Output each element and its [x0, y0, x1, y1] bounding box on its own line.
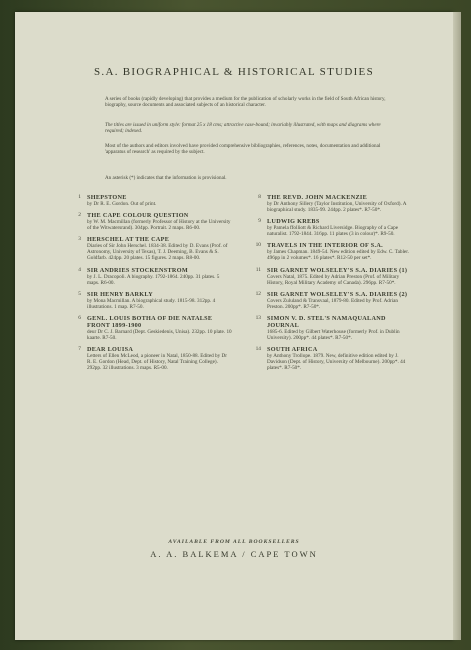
list-item: 9 LUDWIG KREBS by Pamela ffolliott & Richard Liversidge. Biography of a Cape naturalist. 1792-1844. 316pp. 11 plates (3 in colour)*. R9-50. — [258, 218, 399, 238]
list-item: 7 DEAR LOUISA Letters of Ellen McLeod, a pioneer in Natal, 1850-88. Edited by Dr R. E. Gordon (Head, Dept. of History, Natal Training College). 292pp. 32 illustrations. 3 maps. R5-00. — [78, 346, 228, 372]
list-item: 11 SIR GARNET WOLSELEY'S S.A. DIARIES (1) Covers Natal, 1875. Edited by Adrian Preston (Prof. of Military History, Royal Military Academy of Canada). 296pp. R7-50*. — [255, 266, 408, 286]
availability-note: AVAILABLE FROM ALL BOOKSELLERS — [168, 539, 300, 545]
intro-paragraph-4: An asterisk (*) indicates that the information is provisional. — [105, 175, 227, 181]
publisher-line: A. A. BALKEMA / CAPE TOWN — [150, 549, 318, 559]
left-column — [67, 194, 232, 376]
right-column — [247, 194, 412, 376]
intro-paragraph-3: Most of the authors and editors involved have provided comprehensive bibliographies, references, notes, documentation and additional 'apparatus of research' as required by the subject. — [105, 143, 381, 156]
list-item: 6 GENL. LOUIS BOTHA OF DIE NATALSE FRONT 1899-1900 deur Dr C. J. Barnard (Dept. Geskiedenis, Unisa). 232pp. 10 plate. 10 kaarte. R7-50. — [78, 314, 232, 342]
series-title: S.A. BIOGRAPHICAL & HISTORICAL STUDIES — [93, 66, 374, 78]
list-item: 4 SIR ANDRIES STOCKENSTROM by J. L. Dracopoli. A biography. 1792-1864. 240pp. 31 plates. 5 maps. R6-00. — [78, 266, 220, 286]
list-item: 1 SHEPSTONE by Dr R. E. Gordon. Out of print. — [78, 194, 157, 207]
list-item: 12 SIR GARNET WOLSELEY'S S.A. DIARIES (2) Covers Zululand & Transvaal, 1879-80. Edited by Prof. Adrian Preston. 200pp*. R7-50*. — [255, 290, 408, 310]
intro-paragraph-2: The titles are issued in uniform style: format 25 x 18 cms; attractive case-bound; invariably illustrated, with maps and diagrams where required; indexed. — [105, 122, 381, 135]
book-back-cover — [15, 12, 453, 640]
list-item: 14 SOUTH AFRICA by Anthony Trollope. 1879. New, definitive edition edited by J. Davidson (Dept. of History, University of Melbourne). 200pp*. 44 plates*. R7-50*. — [255, 346, 406, 372]
list-item: 13 SIMON V. D. STEL'S NAMAQUALAND JOURNAL 1685-6. Edited by Gilbert Waterhouse (formerly Prof. in Dublin University). 200pp*. 44 plates*. R7-50*. — [255, 314, 400, 342]
intro-paragraph-1: A series of books (rapidly developing) that provides a medium for the publication of scholarly works in the field of South African history, biography, source documents and associated subjects of an historical character. — [105, 96, 386, 109]
list-item: 10 TRAVELS IN THE INTERIOR OF S.A. by James Chapman. 1849-54. New edition edited by Edw. C. Tabler. 496pp in 2 volumes*. 16 plates*. R12-50 per set*. — [255, 242, 409, 262]
list-item: 8 THE REVD. JOHN MACKENZIE by Dr Anthony Sillery (Taylor Institution, University of Oxford). A biographical study. 1835-99. 244pp. 2 plates*. R7-50*. — [258, 194, 407, 214]
list-item: 3 HERSCHEL AT THE CAPE Diaries of Sir John Herschel. 1834-38. Edited by D. Evans (Prof. of Astronomy, University of Texas), T. J. Deeming, B. Evans & S. Goldfarb. 424pp. 20 plates. 15 figures. 2 maps. R8-00. — [78, 236, 228, 262]
list-item: 5 SIR HENRY BARKLY by Mona Macmillan. A biographical study. 1815-98. 312pp. 4 illustrations. 1 map. R7-50. — [78, 290, 216, 310]
list-item: 2 THE CAPE COLOUR QUESTION by W. M. Macmillan (formerly Professor of History at the University of the Witwatersrand). 304pp. Portrait. 2 maps. R6-00. — [78, 212, 231, 232]
